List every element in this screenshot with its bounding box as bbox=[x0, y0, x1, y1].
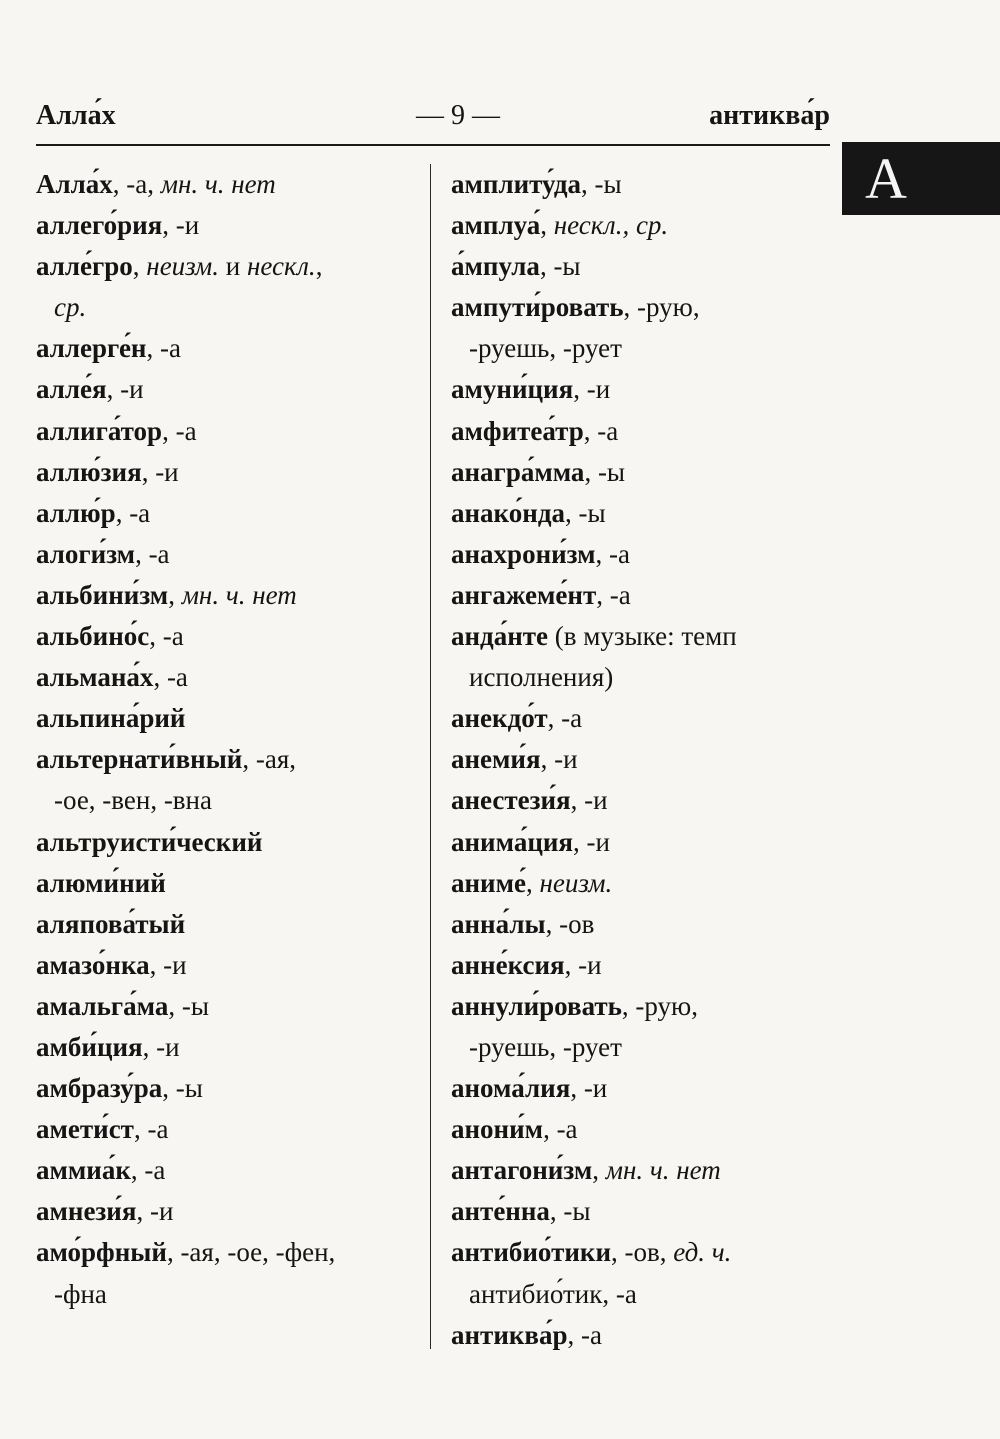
dictionary-entry bbox=[36, 986, 420, 1027]
headword: анне́ксия bbox=[451, 949, 565, 980]
entry-text: , -и bbox=[570, 785, 608, 816]
entry-text: , -а bbox=[162, 415, 197, 446]
dictionary-entry bbox=[36, 369, 420, 410]
page-number: — 9 — bbox=[416, 100, 500, 131]
headword: альтруисти́ческий bbox=[36, 826, 263, 857]
dictionary-entry bbox=[36, 411, 420, 452]
header-last-word: антиква́р bbox=[709, 100, 830, 131]
headword: антагони́зм bbox=[451, 1155, 593, 1186]
dictionary-entry bbox=[36, 1150, 420, 1191]
entry-text: , -и bbox=[573, 826, 610, 857]
entry-text: , -а bbox=[567, 1319, 603, 1350]
entry-text: , bbox=[315, 251, 323, 282]
entry-text: , -и bbox=[149, 949, 187, 980]
headword: амальга́ма bbox=[36, 990, 169, 1021]
entry-text: , -ы bbox=[162, 1073, 203, 1104]
headword: аллига́тор bbox=[36, 415, 163, 446]
entry-text: , -а bbox=[133, 1114, 169, 1145]
entry-text: и bbox=[219, 251, 247, 282]
grammar-label: мн. ч. нет bbox=[160, 169, 276, 199]
dictionary-entry bbox=[36, 452, 420, 493]
dictionary-entry bbox=[451, 904, 835, 945]
dictionary-entry bbox=[36, 863, 420, 904]
entry-continuation bbox=[36, 780, 420, 821]
entry-text: , -и bbox=[141, 456, 179, 487]
headword: амнези́я bbox=[36, 1196, 137, 1227]
dictionary-entry bbox=[36, 164, 420, 205]
headword: аллего́рия bbox=[36, 210, 163, 241]
headword: амуни́ция bbox=[451, 374, 574, 405]
entry-text: , -рую, bbox=[621, 990, 698, 1021]
dictionary-entry bbox=[36, 1027, 420, 1068]
headword: алле́я bbox=[36, 374, 107, 405]
entry-text: , -а bbox=[543, 1114, 578, 1145]
entry-continuation bbox=[451, 1027, 835, 1068]
headword: алюми́ний bbox=[36, 867, 166, 898]
entry-text: -фна bbox=[54, 1278, 107, 1309]
headword: антиква́р bbox=[451, 1319, 568, 1350]
right-column bbox=[451, 164, 835, 1356]
dictionary-entry bbox=[451, 205, 835, 246]
headword: амети́ст bbox=[36, 1114, 134, 1145]
dictionary-entry bbox=[451, 369, 835, 410]
dictionary-entry bbox=[451, 575, 835, 616]
entry-text: , -ы bbox=[168, 990, 209, 1021]
headword: амфитеа́тр bbox=[451, 415, 584, 446]
left-column bbox=[36, 164, 420, 1315]
entry-text: , -и bbox=[570, 1073, 608, 1104]
grammar-label: нескл. bbox=[246, 251, 316, 282]
entry-text: , -ы bbox=[564, 497, 606, 528]
letter-thumb-tab: А bbox=[842, 142, 1000, 215]
headword: альбино́с bbox=[36, 621, 150, 652]
entry-text: , bbox=[526, 867, 540, 898]
dictionary-entry bbox=[36, 657, 420, 698]
dictionary-entry bbox=[36, 1232, 420, 1273]
dictionary-entry bbox=[451, 1150, 835, 1191]
headword: амазо́нка bbox=[36, 949, 150, 980]
headword: амплиту́да bbox=[451, 169, 582, 199]
dictionary-entry bbox=[36, 739, 420, 780]
headword: амо́рфный bbox=[36, 1237, 167, 1268]
entry-text: , -а bbox=[115, 497, 151, 528]
entry-text: , -и bbox=[540, 744, 578, 775]
entry-text: , -ов, bbox=[611, 1237, 674, 1268]
entry-text: , -а, bbox=[112, 169, 161, 199]
dictionary-entry bbox=[451, 616, 835, 657]
headword: анако́нда bbox=[451, 497, 565, 528]
headword: ампути́ровать bbox=[451, 292, 624, 323]
entry-text: , -ы bbox=[539, 251, 581, 282]
dictionary-entry bbox=[36, 1109, 420, 1150]
entry-text: , -ы bbox=[584, 456, 626, 487]
entry-text: , -а bbox=[595, 538, 631, 569]
entry-text: , bbox=[168, 579, 182, 610]
headword: аллю́р bbox=[36, 497, 116, 528]
entry-text: , -и bbox=[142, 1031, 180, 1062]
dictionary-entry bbox=[36, 493, 420, 534]
dictionary-entry bbox=[451, 411, 835, 452]
dictionary-entry bbox=[451, 863, 835, 904]
headword: амплуа́ bbox=[451, 210, 541, 241]
headword: анна́лы bbox=[451, 908, 546, 939]
headword: анекдо́т bbox=[451, 703, 548, 734]
dictionary-entry bbox=[451, 246, 835, 287]
entry-text: , -рую, bbox=[623, 292, 700, 323]
headword: аллю́зия bbox=[36, 456, 142, 487]
headword: ангажеме́нт bbox=[451, 579, 597, 610]
headword: амби́ция bbox=[36, 1031, 143, 1062]
dictionary-entry bbox=[451, 1109, 835, 1150]
headword: анте́нна bbox=[451, 1196, 550, 1227]
headword: аллерге́н bbox=[36, 333, 147, 364]
entry-text: , -а bbox=[596, 579, 631, 610]
headword: аляпова́тый bbox=[36, 908, 186, 939]
column-divider bbox=[430, 164, 431, 1349]
headword: анда́нте bbox=[451, 621, 549, 652]
dictionary-entry bbox=[36, 575, 420, 616]
dictionary-entry bbox=[451, 164, 835, 205]
grammar-label: неизм. bbox=[146, 251, 220, 282]
entry-text: -ое, -вен, -вна bbox=[54, 785, 212, 816]
headword: альтернати́вный bbox=[36, 744, 243, 775]
dictionary-entry bbox=[36, 945, 420, 986]
entry-text: , -а bbox=[135, 538, 170, 569]
entry-text: , -ы bbox=[581, 169, 622, 199]
grammar-label: мн. ч. нет bbox=[605, 1155, 721, 1186]
headword: антибио́тики bbox=[451, 1237, 612, 1268]
headword: алоги́зм bbox=[36, 538, 136, 569]
dictionary-entry bbox=[36, 1191, 420, 1232]
entry-text: , -а bbox=[146, 333, 181, 364]
dictionary-entry bbox=[451, 945, 835, 986]
dictionary-entry bbox=[451, 1315, 835, 1356]
grammar-label: ср. bbox=[54, 292, 87, 323]
entry-text: , -а bbox=[547, 703, 583, 734]
entry-text: -руешь, -рует bbox=[469, 1031, 622, 1062]
entry-continuation bbox=[36, 1274, 420, 1315]
dictionary-entry bbox=[36, 328, 420, 369]
dictionary-entry bbox=[36, 698, 420, 739]
entry-text: , -ы bbox=[549, 1196, 591, 1227]
dictionary-entry bbox=[451, 1191, 835, 1232]
headword: альбини́зм bbox=[36, 579, 169, 610]
headword: анома́лия bbox=[451, 1073, 571, 1104]
grammar-label: мн. ч. нет bbox=[181, 579, 297, 610]
running-header bbox=[36, 100, 830, 140]
header-first-word: Алла́х bbox=[36, 100, 116, 131]
entry-text: , -а bbox=[149, 621, 184, 652]
dictionary-entry bbox=[36, 534, 420, 575]
entry-text: , -а bbox=[153, 662, 188, 693]
headword: альмана́х bbox=[36, 662, 154, 693]
headword: аниме́ bbox=[451, 867, 526, 898]
entry-continuation bbox=[451, 328, 835, 369]
grammar-label: нескл., ср. bbox=[553, 210, 669, 241]
headword: Алла́х bbox=[36, 169, 113, 199]
entry-text: , -и bbox=[106, 374, 144, 405]
entry-text: , -ая, bbox=[242, 744, 297, 775]
dictionary-entry bbox=[451, 739, 835, 780]
dictionary-entry bbox=[451, 1068, 835, 1109]
headword: анахрони́зм bbox=[451, 538, 596, 569]
entry-text: , -и bbox=[136, 1196, 174, 1227]
dictionary-entry bbox=[451, 698, 835, 739]
entry-continuation bbox=[451, 657, 835, 698]
entry-text: , -и bbox=[564, 949, 602, 980]
entry-text: , -а bbox=[130, 1155, 166, 1186]
entry-text: , -ов bbox=[545, 908, 595, 939]
dictionary-entry bbox=[36, 616, 420, 657]
headword: аннули́ровать bbox=[451, 990, 622, 1021]
dictionary-entry bbox=[36, 246, 420, 287]
entry-text: , -и bbox=[162, 210, 200, 241]
dictionary-entry bbox=[451, 780, 835, 821]
headword: анеми́я bbox=[451, 744, 541, 775]
headword: анагра́мма bbox=[451, 456, 585, 487]
dictionary-entry bbox=[36, 904, 420, 945]
headword: анима́ция bbox=[451, 826, 574, 857]
headword: аммиа́к bbox=[36, 1155, 131, 1186]
headword: алле́гро bbox=[36, 251, 133, 282]
dictionary-entry bbox=[451, 534, 835, 575]
entry-text: антибио́тик, -а bbox=[469, 1278, 637, 1309]
entry-text: , bbox=[132, 251, 147, 282]
dictionary-entry bbox=[451, 986, 835, 1027]
dictionary-entry bbox=[36, 1068, 420, 1109]
dictionary-entry bbox=[451, 287, 835, 328]
entry-text: исполнения) bbox=[469, 662, 614, 693]
dictionary-entry bbox=[451, 822, 835, 863]
entry-text: , -а bbox=[583, 415, 619, 446]
headword: анестези́я bbox=[451, 785, 571, 816]
headword: а́мпула bbox=[451, 251, 540, 282]
entry-text: , -ая, -ое, -фен, bbox=[166, 1237, 336, 1268]
dictionary-entry bbox=[36, 822, 420, 863]
headword: амбразу́ра bbox=[36, 1073, 163, 1104]
dictionary-entry bbox=[451, 452, 835, 493]
dictionary-entry bbox=[36, 205, 420, 246]
dictionary-entry bbox=[451, 493, 835, 534]
dictionary-entry bbox=[451, 1232, 835, 1273]
headword: анони́м bbox=[451, 1114, 544, 1145]
entry-text: -руешь, -рует bbox=[469, 333, 622, 364]
entry-text: , bbox=[592, 1155, 606, 1186]
headword: альпина́рий bbox=[36, 703, 186, 734]
entry-text: , -и bbox=[573, 374, 611, 405]
grammar-label: неизм. bbox=[539, 867, 613, 898]
entry-text: , bbox=[540, 210, 554, 241]
entry-continuation bbox=[36, 287, 420, 328]
entry-text: (в музыке: темп bbox=[548, 621, 737, 652]
entry-continuation bbox=[451, 1274, 835, 1315]
grammar-label: ед. ч. bbox=[673, 1237, 732, 1268]
header-rule bbox=[36, 144, 830, 146]
